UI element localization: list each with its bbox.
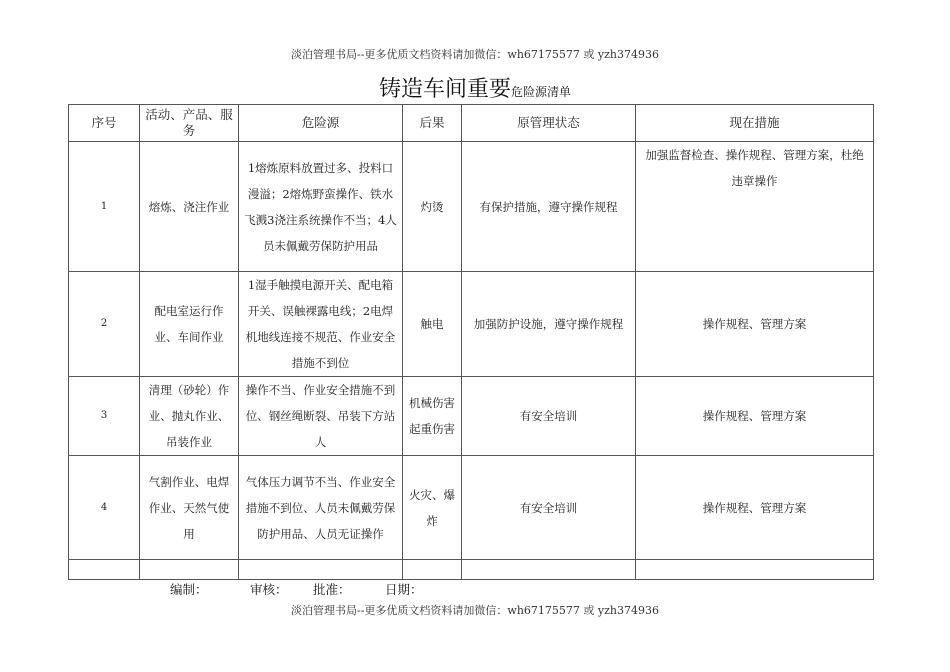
table-row: [69, 377, 874, 456]
title-main: 铸造车间重要: [378, 77, 511, 102]
cell-hazard: 1湿手触摸电源开关、配电箱开关、误触裸露电线；2电焊机地线连接不规范、作业安全措施不到位: [239, 272, 403, 377]
header-note: 淡泊管理书局--更多优质文档资料请加微信：wh67175577 或 yzh374936: [291, 48, 659, 61]
col-header-activity: 活动、产品、服务: [140, 105, 239, 142]
signoff-date: 日期：: [385, 582, 423, 597]
cell-current-measures: 操作规程、管理方案: [636, 456, 874, 560]
cell-empty: [239, 560, 403, 580]
page-title: [0, 72, 950, 103]
col-header-original-status: 原管理状态: [462, 105, 636, 142]
signoff-approved: 批准：: [313, 582, 351, 597]
cell-activity: 配电室运行作业、车间作业: [140, 272, 239, 377]
hazard-table: [68, 104, 874, 580]
col-header-hazard: 危险源: [239, 105, 403, 142]
cell-current-measures: 操作规程、管理方案: [636, 272, 874, 377]
cell-consequence: 灼烫: [403, 142, 462, 272]
cell-original-status: 有安全培训: [462, 377, 636, 456]
cell-consequence: 机械伤害起重伤害: [403, 377, 462, 456]
col-header-consequence: 后果: [403, 105, 462, 142]
cell-current-measures: 加强监督检查、操作规程、管理方案，杜绝违章操作: [636, 142, 874, 272]
cell-hazard: 气体压力调节不当、作业安全措施不到位、人员未佩戴劳保防护用品、人员无证操作: [239, 456, 403, 560]
signoff-reviewed: 审核：: [250, 582, 288, 597]
cell-original-status: 有保护措施，遵守操作规程: [462, 142, 636, 272]
table-row: [69, 142, 874, 272]
cell-empty: [69, 560, 140, 580]
cell-no: 3: [69, 377, 140, 456]
col-header-no: 序号: [69, 105, 140, 142]
cell-activity: 清理（砂轮）作业、抛丸作业、吊装作业: [140, 377, 239, 456]
signoff-prepared: 编制：: [170, 582, 208, 597]
cell-activity: 气割作业、电焊作业、天然气使用: [140, 456, 239, 560]
title-sub: 危险源清单: [511, 85, 572, 99]
cell-hazard: 操作不当、作业安全措施不到位、钢丝绳断裂、吊装下方站人: [239, 377, 403, 456]
footer-note: 淡泊管理书局--更多优质文档资料请加微信：wh67175577 或 yzh374936: [291, 604, 659, 617]
table-row: [69, 272, 874, 377]
table-row: [69, 456, 874, 560]
cell-consequence: 火灾、爆炸: [403, 456, 462, 560]
signoff-line: [170, 580, 423, 598]
cell-no: 4: [69, 456, 140, 560]
col-header-current-measures: 现在措施: [636, 105, 874, 142]
cell-no: 2: [69, 272, 140, 377]
cell-original-status: 加强防护设施，遵守操作规程: [462, 272, 636, 377]
cell-original-status: 有安全培训: [462, 456, 636, 560]
cell-consequence: 触电: [403, 272, 462, 377]
cell-current-measures: 操作规程、管理方案: [636, 377, 874, 456]
table-row-empty: [69, 560, 874, 580]
cell-empty: [140, 560, 239, 580]
cell-no: 1: [69, 142, 140, 272]
table-header-row: [69, 105, 874, 142]
cell-empty: [636, 560, 874, 580]
cell-empty: [462, 560, 636, 580]
cell-empty: [403, 560, 462, 580]
cell-hazard: 1熔炼原料放置过多、投料口漫溢；2熔炼野蛮操作、铁水飞溅3浇注系统操作不当；4人员未佩戴劳保防护用品: [239, 142, 403, 272]
cell-activity: 熔炼、浇注作业: [140, 142, 239, 272]
